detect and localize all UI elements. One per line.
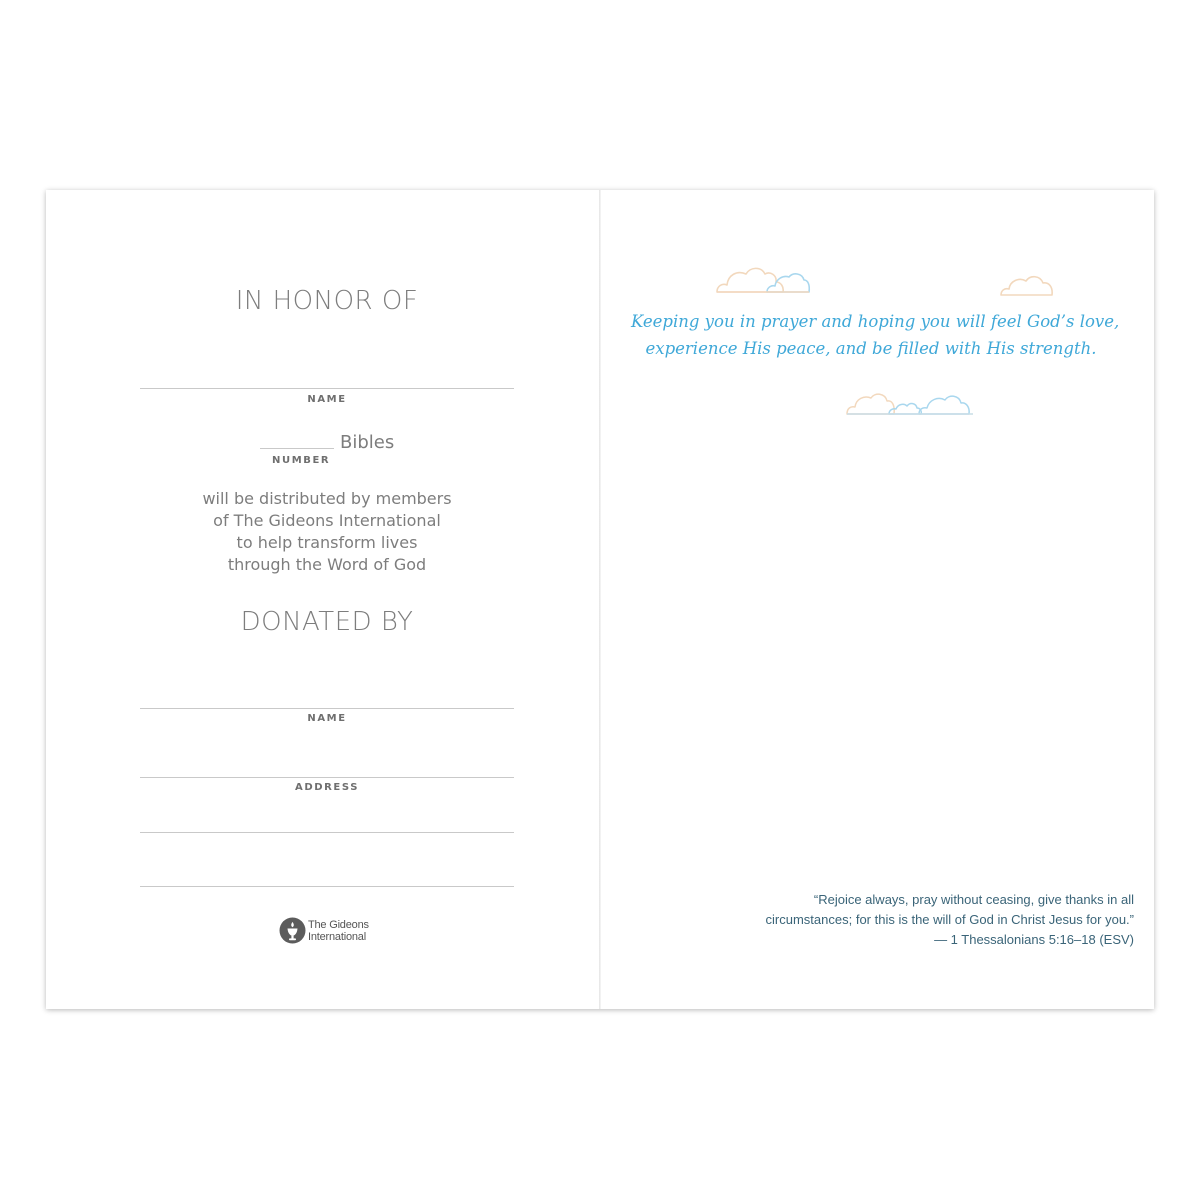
gideons-lamp-icon bbox=[279, 917, 306, 944]
blessing-message bbox=[631, 308, 1120, 362]
logo-line-2: International bbox=[308, 931, 366, 943]
distribution-line: to help transform lives bbox=[236, 533, 418, 552]
distribution-line: of The Gideons International bbox=[213, 511, 441, 530]
quote-citation: — 1 Thessalonians 5:16–18 (ESV) bbox=[934, 932, 1134, 947]
distribution-line: will be distributed by members bbox=[202, 489, 452, 508]
address-line-3 bbox=[140, 886, 514, 887]
scripture-quote bbox=[601, 890, 1134, 950]
address-line-2 bbox=[140, 832, 514, 833]
number-blank-line bbox=[260, 448, 334, 449]
honor-name-label: NAME bbox=[307, 394, 347, 405]
left-panel bbox=[46, 190, 599, 1009]
quote-line: “Rejoice always, pray without ceasing, give thanks in all bbox=[813, 892, 1134, 907]
cloud-icon bbox=[845, 388, 977, 418]
quote-line: circumstances; for this is the will of God in Christ Jesus for you.” bbox=[765, 912, 1134, 927]
donated-heading: DONATED BY bbox=[240, 607, 414, 637]
blessing-line: experience His peace, and be filled with His strength. bbox=[645, 339, 1097, 358]
honor-name-line bbox=[140, 388, 514, 389]
logo-wordmark bbox=[308, 919, 369, 943]
number-label: NUMBER bbox=[272, 455, 331, 466]
donor-name-label: NAME bbox=[307, 713, 347, 724]
blessing-line: Keeping you in prayer and hoping you will feel God’s love, bbox=[631, 312, 1120, 331]
distribution-line: through the Word of God bbox=[227, 555, 427, 574]
honor-heading: IN HONOR OF bbox=[235, 286, 419, 316]
bible-donation-card bbox=[46, 190, 1154, 1009]
distribution-text bbox=[140, 488, 514, 576]
right-panel bbox=[601, 190, 1154, 1009]
logo-line-1: The Gideons bbox=[308, 919, 369, 931]
cloud-icon bbox=[715, 262, 811, 296]
bibles-word: Bibles bbox=[340, 432, 395, 453]
address-label: ADDRESS bbox=[294, 782, 360, 793]
donor-name-line bbox=[140, 708, 514, 709]
address-line-1 bbox=[140, 777, 514, 778]
cloud-icon bbox=[999, 272, 1055, 298]
